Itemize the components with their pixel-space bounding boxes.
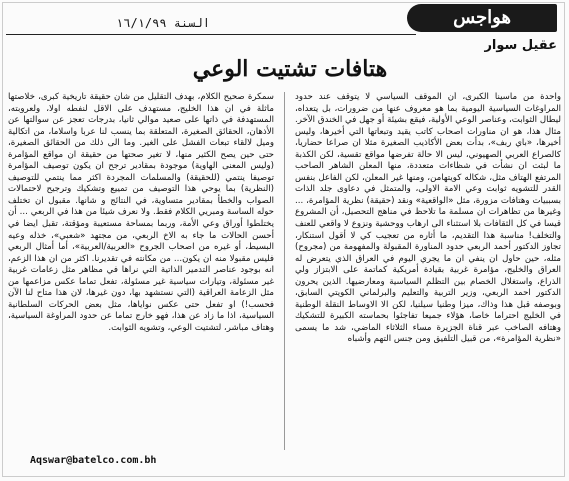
column-divider [284, 92, 285, 450]
article-column-left [8, 92, 274, 450]
column-name-badge: هواجس [407, 4, 557, 32]
author-email: Aqswar@batelco.com.bh [30, 455, 157, 466]
article-body [8, 92, 561, 450]
issue-date: السنة ١٦/١/٩٩ [116, 16, 210, 30]
article-column-right [295, 92, 561, 450]
column-text: واحدة من مآسينا الكبرى، أن الموقف السياسي لا يتوقف عند حدود المراوغات السياسية اليومية بما هو معروف عنها من ضرورات، بل يتعداه، ليطال الثوابت، وعناصر الوعي الأولية، فيقع بشيئة أو جهل في الخندق الآخر. مثال هذا، هو ان مناورات اصحاب كاتب يقيد وتبعاتها التي أخيرها، وليس أخيرها، «باي ربف»، بدأت بعض الأكاذيب الصغيرة مثلا ان صراعا حضاريا، كالصراع العربي الصهيوني، ليس الا حالة تفرضها مواقع تقسية، لكن الكذبة ما لبثت ان نشأت في شظاءات متعددة، منها المعلن الشاهر الصاحب المرتفع الهتاف مثل، شكاله كويتهامن، ومنها غير المعلن، لكن الفاعل بنفس القدر للتشويه ثوابت وعي الامة الاولى، والمتمثل في دعاوى جلد الذات بسببيات وهتافات مزورة، مثل «الواقعية» ونقد (حقيقة) نظرية المؤامرة، ... وغيرها من تظاهرات ان مسلمة ما تلاحظ في مناهج التحصيل، أن المشروع قيسا في كل الثقافات بلا استثناء الى ارهاب ووحشية ونزوع لا واقعي للعنف والتخلف! مناسبة هذا التقديم، ما أثاره من تعجيب كي لا أقول استنكار، تجاوز الدكتور أحمد الربعي حدود المناورة المقبولة والمفهومة من (مجروح) مثله، حين حاول ان ينفي ان ما يجري اليوم في العراق الذي يتعرض له العراق والخليج، مؤامرة غربية بقيادة أمريكية كماتمة على الابتزاز ولي الذراع، واستغلال الخصام بين التظلم السياسية ومعارضيها. الذين يحرون الدكتور احمد الربعي، وزير التربية والتعليم والبرلماني الكويتي السابق، وبوصفه قبل هذا وذاك، ميزا وطنيا سيلنيا، لكن الا الاوساط النقلة الوطنية في الخليج احتراما خاصا، هؤلاء جميعا تفاجئوا بحماسته الكبيرة للتشكيك وهتافه الصاخب عبر قناة الجزيرة مساء الثلاثاء الماضي، شد ما يسمى «نظرية المؤامرة»، من قبيل التلفيق ومن جنس التهم وأشباه [295, 92, 561, 345]
header-rule [6, 34, 416, 35]
author-name: عقيل سوار [484, 38, 557, 53]
column-text: سمكرة صحيح الكلام، بهدف التقليل من شأن حقيقة تاريخية كبرى، خلاصتها ماثلة في ان هذا الخليج، مستهدف على الاقل لنفطه اولا، ولعروبته، المستهدفة في ذاتها على صعيد موالي ثانيا، بدرجات تعجز عن سوالتها عن الأذهان، الحقائق الصغيرة، المتعلقة بما ينسب لنا عربا واسلاما، من اتكالية وميل لالقاء تبعات الفشل على الغير. وما الى ذلك من الحقائق الصغيرة، حتى حين يصح الكثير منها، لا تغير صحتها من حقيقة ان مواقع المؤامرة (وليس المعنى الهاوية) موجودة بمقادير ترجح ان يكون توصيف المؤامرة توصيفا ينتمي (للحقيقة) والمسلمات المجردة اكثر مما ينتمي للتوصيف (النظرية) بما يوحي هذا التوصيف من تمييع وتشكيك وترجيح لاحتمالات الصواب والخطأ بمقادير متساوية، في النتائج و شانها. مقبول ان تختلف حوله الساسة ومبريي الكلام فقط. ولا نعرف شيئا من هذا في الربعي ... أن يختلطوا أوراق وعي الأمة، وربما بمساحة مستعيبة ومؤقتة، تقبل ايضا في أحسن الحالات ما جاء به الاخ الربعي، من مجتهد «شعبي»، خذله وعيه البسيط، أو غيره من اصحاب الجروح «العربية/العربية»، أما أمثال الربعي فليس مقبولا منه ان يكون... من مكانته في تقديرنا. اكثر من ان هذا الزعم، انه بوجود عناصر التدمير الذاتية التي نراها في مظاهر مثل زعامات غربية غير مسئولة، وتيارات سياسية غير مسئولة، تفعل تماما عكس مزاعمها من مثل الزعامة العراقية (التي نستشهد بها، دون غيرها، لان هذا متاح لنا الآن فحسب!) او تفعل حتى عكس نواياها، مثل بعض الحركات السلطانية السياسية، اذا ما زاد عن هذا، فهو خارج تماما عن حدود المراوغة السياسية، وهتاف مباشر، لتشتيت الوعي، وتشويه الثوابت. [8, 92, 274, 333]
article-title: هتافات تشتيت الوعي [192, 56, 388, 82]
column-header [6, 4, 563, 34]
